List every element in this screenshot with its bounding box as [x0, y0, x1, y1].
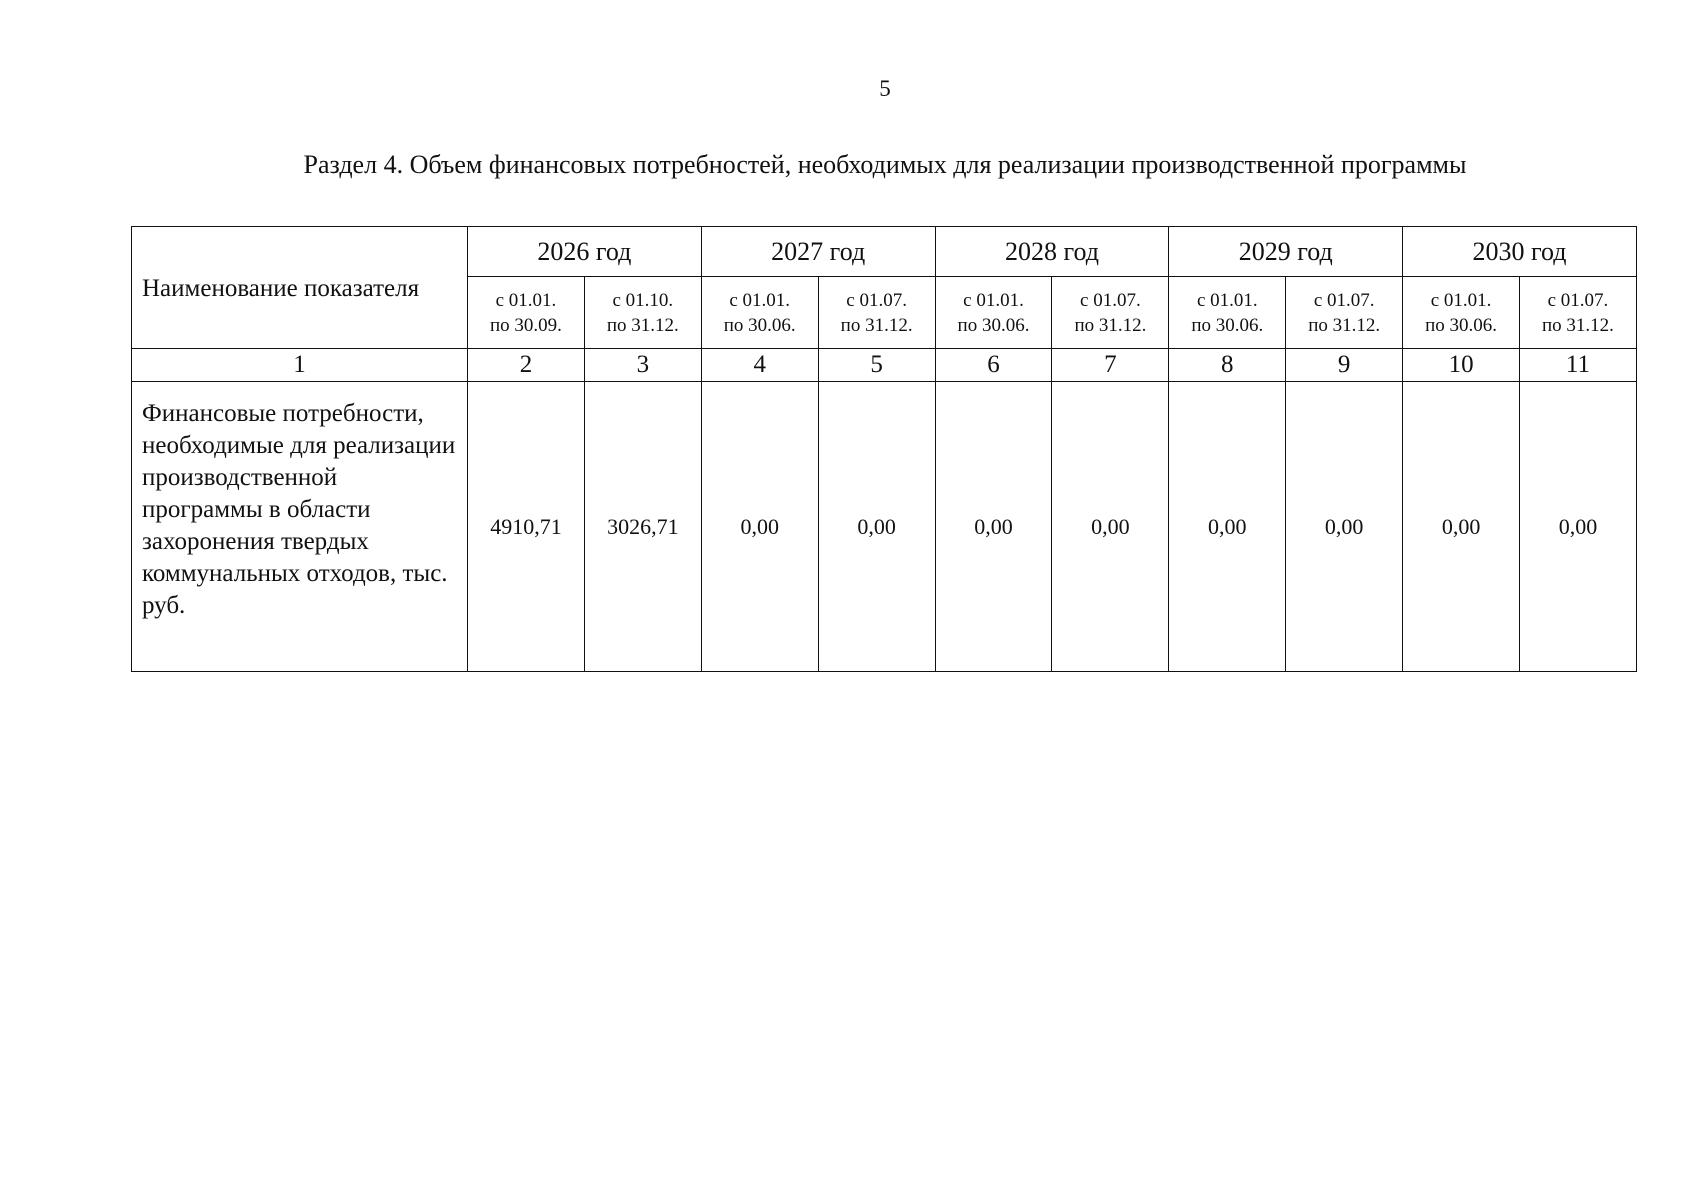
value-cell: 0,00 — [1520, 382, 1637, 672]
period-from: с 01.01. — [963, 289, 1024, 311]
value-cell: 0,00 — [1403, 382, 1520, 672]
page-number: 5 — [879, 76, 891, 101]
column-number: 9 — [1286, 349, 1403, 382]
period-to: по 30.06. — [957, 314, 1030, 336]
value-cell: 0,00 — [818, 382, 935, 672]
period-header — [935, 277, 1052, 349]
column-number: 11 — [1520, 349, 1637, 382]
period-from: с 01.07. — [1313, 289, 1375, 311]
column-number: 1 — [132, 349, 468, 382]
value-cell: 0,00 — [1286, 382, 1403, 672]
financial-needs-table — [131, 226, 1637, 672]
value-cell: 4910,71 — [468, 382, 585, 672]
period-header — [1052, 277, 1169, 349]
period-from: с 01.01. — [1430, 289, 1492, 311]
column-number: 6 — [935, 349, 1052, 382]
period-from: с 01.10. — [612, 289, 674, 311]
column-number-row — [132, 349, 1637, 382]
value-cell: 0,00 — [701, 382, 818, 672]
column-number: 2 — [468, 349, 585, 382]
period-to: по 31.12. — [1308, 314, 1381, 336]
year-header: 2027 год — [701, 227, 935, 277]
year-header: 2030 год — [1403, 227, 1637, 277]
period-to: по 31.12. — [1542, 314, 1614, 336]
period-from: с 01.07. — [846, 289, 907, 311]
period-from: с 01.01. — [729, 289, 791, 311]
value-cell: 0,00 — [1052, 382, 1169, 672]
period-to: по 31.12. — [840, 314, 913, 336]
column-number: 3 — [584, 349, 701, 382]
period-from: с 01.07. — [1547, 289, 1609, 311]
value-cell: 3026,71 — [584, 382, 701, 672]
period-header — [1286, 277, 1403, 349]
year-header: 2028 год — [935, 227, 1169, 277]
period-header — [1169, 277, 1286, 349]
indicator-name: Финансовые потребности, необходимые для реализации производственной программы в области захоронения твердых коммунальных отходов, тыс. руб. — [132, 382, 468, 672]
value-cell: 0,00 — [1169, 382, 1286, 672]
section-title: Раздел 4. Объем финансовых потребностей, необходимых для реализации производственной программы — [303, 150, 1467, 179]
period-header — [701, 277, 818, 349]
value-cell: 0,00 — [935, 382, 1052, 672]
column-number: 7 — [1052, 349, 1169, 382]
year-header: 2029 год — [1169, 227, 1403, 277]
column-number: 8 — [1169, 349, 1286, 382]
column-number: 10 — [1403, 349, 1520, 382]
period-to: по 30.06. — [1425, 314, 1498, 336]
column-number: 4 — [701, 349, 818, 382]
period-from: с 01.07. — [1080, 289, 1141, 311]
period-to: по 31.12. — [606, 314, 679, 336]
period-to: по 30.06. — [1191, 314, 1264, 336]
period-from: с 01.01. — [1196, 289, 1258, 311]
period-header — [1403, 277, 1520, 349]
indicator-name-header: Наименование показателя — [132, 227, 468, 349]
period-to: по 30.09. — [489, 314, 562, 336]
period-header — [584, 277, 701, 349]
year-header-row — [132, 227, 1637, 277]
period-to: по 30.06. — [723, 314, 796, 336]
column-number: 5 — [818, 349, 935, 382]
period-header — [818, 277, 935, 349]
period-header — [468, 277, 585, 349]
year-header: 2026 год — [468, 227, 702, 277]
period-to: по 31.12. — [1074, 314, 1147, 336]
table-row — [132, 382, 1637, 672]
period-header — [1520, 277, 1637, 349]
period-from: с 01.01. — [495, 289, 557, 311]
